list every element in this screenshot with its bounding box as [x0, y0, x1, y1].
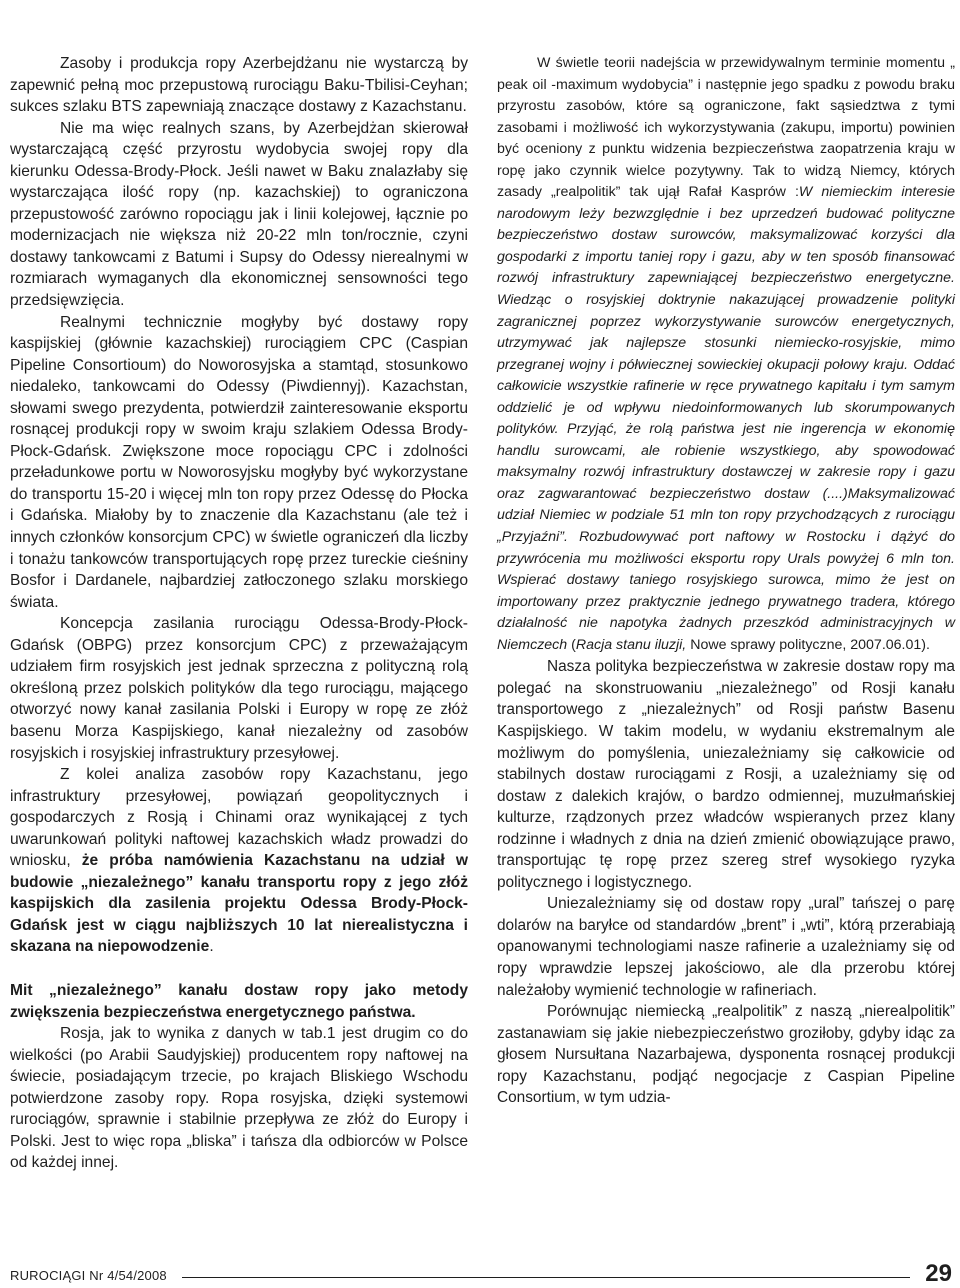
quote-paren-open: ( [567, 636, 576, 653]
left-paragraph-3: Realnymi technicznie mogłyby być dostawy ropy kaspijskiej (głównie kazachskiej) rurociągiem CPC (Caspian Pipeline Consortioum) do Noworosyjska a stamtąd, stosunkowo niedaleko, tankowcami do Odessy (Piwdiennyj). Kazachstan, słowami swego prezydenta, potwierdził zainteresowanie eksportu rosnącej produkcji ropy w swoim kraju szlakiem Odessa Brody-Płock-Gdańsk. Zwiększone moce ropociągu CPC i zdolności przeładunkowe portu w Noworosyjsku mogłyby być wykorzystane do transportu 15-20 i więcej mln ton ropy przez Odessę do Płocka i Gdańska. Miałoby by to znaczenie dla Kazachstanu (ale też i innych członków konsorcjum CPC) w świetle ograniczeń dla liczby i tonażu tankowców transportujących ropę przez tureckie cieśniny Bosfor i Dardanele, najbardziej zatłoczonego szlaku morskiego świata. [10, 313, 468, 611]
conclusion-bold-text: że próba namówienia Kazachstanu na udział w budowie „niezależnego” kanału transportu ropy z jego złóż kaspijskich dla zasilenia projektu Odessa Brody-Płock-Gdańsk jest w ciągu najbliższych 10 lat nierealistyczna i skazana na niepowodzenie [10, 852, 468, 956]
page-number: 29 [925, 1260, 952, 1287]
quote-source-end: Nowe sprawy polityczne, 2007.06.01). [686, 636, 930, 653]
footer-rule [182, 1277, 910, 1278]
right-paragraph-4: Porównując niemiecką „realpolitik” z naszą „nierealpolitik” zastanawiam się jakie niebezpieczeństwo groziłoby, gdyby idąc za głosem Nursułtana Nazarbajewa, dysponenta rosnącej produkcji ropy Kazachstanu, podjąć negocjacje z Caspian Pipeline Consortium, w tym udzia- [497, 1003, 955, 1107]
left-paragraph-5 [10, 764, 468, 958]
quote-intro-text: W świetle teorii nadejścia w przewidywalnym terminie momentu „ peak oil -maximum wydobycia” i następnie jego spadku z powodu braku przyrostu zasobów, które są ograniczone, fakt sąsiedztwa z tymi zasobami i możliwość ich wykorzystywania (zakupu, importu) powinien być oceniony z punktu widzenia bezpieczeństwa zaopatrzenia kraju w ropę jako czynnik wielce pozytywny. Tak to widzą Niemcy, których zasady „realpolitik” tak ujął Rafał Kasprów : [497, 55, 955, 201]
left-paragraph-4: Koncepcja zasilania rurociągu Odessa-Brody-Płock-Gdańsk (OBPG) przez konsorcjum CPC) z przeważającym udziałem firm rosyjskich jest jednak sprzeczna z polityczną rolą określoną przez polskich polityków dla tego rurociągu, mającego otworzyć nowy kanał zasilania Polski i Europy w ropę ze złóż basenu Morza Kaspijskiego, kanał niezależny od zasobów rosyjskich i rosyjskiej infrastruktury przesyłowej. [10, 615, 468, 762]
right-column [497, 53, 955, 1109]
quote-source-title: Racja stanu iluzji, [575, 636, 687, 653]
left-paragraph-1: Zasoby i produkcja ropy Azerbejdżanu nie wystarczą by zapewnić pełną moc przepustową rurociągu Baku-Tbilisi-Ceyhan; sukces szlaku BTS zapewniają znaczące dostawy z Kazachstanu. [10, 55, 468, 116]
conclusion-lead-text: Z kolei analiza zasobów ropy Kazachstanu, jego infrastruktury przesyłowej, powiązań geopolitycznych i gospodarczych z Rosją i Chinami oraz wynikającej z tych uwarunkowań polityki naftowej kazachskich władz prowadzi do wniosku, [10, 766, 468, 870]
left-paragraph-2: Nie ma więc realnych szans, by Azerbejdżan skierował wystarczającą część przyrostu wydobycia swojej ropy dla kierunku Odessa-Brody-Płock. Jeśli nawet w Baku znalazłaby się wystarczająca ilość ropy (np. kazachskiej) to ograniczona przepustowość zarówno ropociągu jak i linii kolejowej, łącznie po modernizacjach nie większa niż 20-22 mln ton/rocznie, czyni dostawy tankowcami z Batumi i Supsy do Odessy nierealnymi w rozmiarach wymaganych dla ekonomicznej sensowności tego przedsięwzięcia. [10, 119, 468, 310]
quote-italic-text: W niemieckim interesie narodowym leży bezwzględnie i bez uprzedzeń budować polityczne bezpieczeństwo dostaw surowców, maksymalizować korzyści dla gospodarki z importu taniej ropy i gazu, aby w ten sposób finansować rozwój infrastruktury zapewniającej bezpieczeństwo energetyczne. Wiedząc o rosyjskiej doktrynie nakazującej prowadzenie polityki zagranicznej poprzez wykorzystywanie surowców energetycznych, utrzymywać jak najlepsze stosunki niemiecko-rosyjskie, mimo przegranej wojny i półwiecznej sowieckiej okupacji połowy kraju. Oddać całkowicie wszystkie rafinerie w ręce prywatnego kapitału i tym samym oddzielić je od wpływu niedoinformowanych lub skorumpowanych polityków. Przyjąć, że rolą państwa jest nie ingerencja w ekonomię handlu surowcami, ale robienie wszystkiego, aby spowodować maksymalny rozwój infrastruktury dostawczej w zakresie ropy i gazu oraz zagwarantować bezpieczeństwo dostaw (....)Maksymalizować udział Niemiec w podziale 51 mln ton ropy przychodzących z rurociągu „Przyjaźni”. Rozbudowywać port naftowy w Rostocku i dążyć do przywrócenia mu możliwości eksportu ropy Urals powyżej 6 mln ton. Wspierać dostawy taniego rosyjskiego surowca, mimo że jest on importowany przez praktycznie jednego prywatnego tradera, którego działalność nie napotyka żadnych przeszkód administracyjnych w Niemczech [497, 184, 955, 653]
conclusion-end: . [209, 938, 214, 956]
magazine-issue: RUROCIĄGI Nr 4/54/2008 [10, 1268, 167, 1283]
right-paragraph-3: Uniezależniamy się od dostaw ropy „ural” tańszej o parę dolarów na baryłce od standardów „brent” i „wti”, którą przerabiają opanowanymi technologiami nasze rafinerie a uzależniamy się od ropy wprawdzie lepszej jakościowo, ale dla przerobu której należałoby wymienić technologie w rafineriach. [497, 895, 955, 999]
right-paragraph-1 [497, 53, 955, 656]
left-paragraph-6: Rosja, jak to wynika z danych w tab.1 jest drugim co do wielkości (po Arabii Saudyjskiej) producentem ropy naftowej na świecie, posiadającym trzecie, po krajach Bliskiego Wschodu potwierdzone zasoby ropy. Ropa rosyjska, dzięki systemowi rurociągów, sprawnie i stabilnie przepływa ze złóż do Europy i Polski. Jest to więc ropa „bliska” i tańsza dla odbiorców w Polsce od każdej innej. [10, 1025, 468, 1172]
left-column [10, 53, 468, 1174]
right-paragraph-2: Nasza polityka bezpieczeństwa w zakresie dostaw ropy ma polegać na skonstruowaniu „niezależnego” od Rosji kanału transportowego z „niezależnych” od Rosji państw Basenu Kaspijskiego. W takim modelu, w wydaniu ekstremalnym ale możliwym do pomyślenia, uniezależniamy się całkowicie od stabilnych dostaw rurociągami z Rosji, a uzależniamy się od dostaw z dalekich krajów, o bardzo odmiennej, muzułmańskiej kulturze, rządzonych przez władców wspieranych przez klany rodzinne i władnych z dnia na dzień zmienić obowiązujące prawo, transportując tę ropę przez szereg stref wysokiego ryzyka politycznego i logistycznego. [497, 658, 955, 891]
page-footer [10, 1262, 952, 1286]
section-heading: Mit „niezależnego” kanału dostaw ropy jako metody zwiększenia bezpieczeństwa energetycznego państwa. [10, 981, 468, 1021]
